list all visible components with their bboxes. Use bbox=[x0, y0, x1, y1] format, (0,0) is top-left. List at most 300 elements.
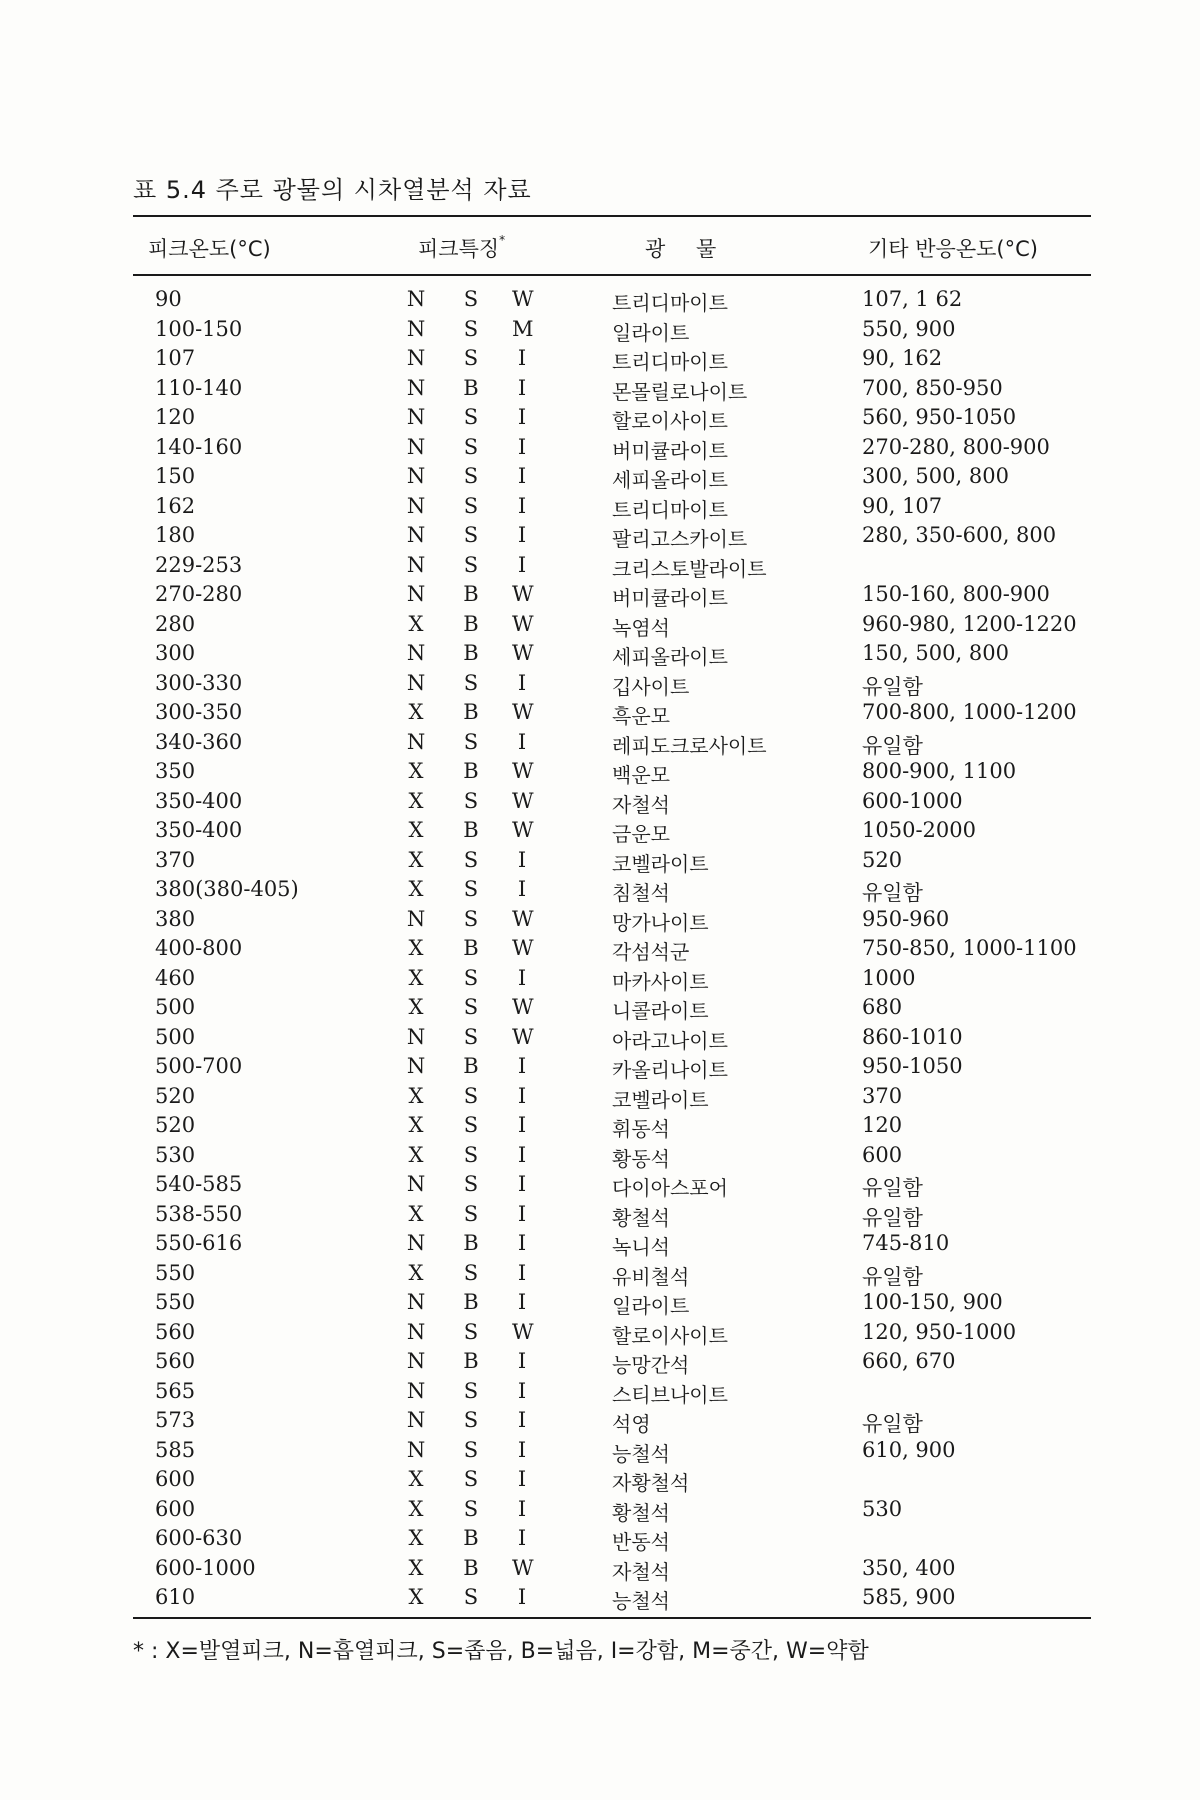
other-temp-cell: 90, 162 bbox=[862, 346, 943, 370]
peak-temp-cell: 140-160 bbox=[155, 434, 243, 459]
other-temp-cell: 150-160, 800-900 bbox=[862, 582, 1050, 606]
table-row bbox=[0, 1231, 1200, 1261]
table-row bbox=[0, 936, 1200, 966]
mineral-cell: 각섬석군 bbox=[612, 940, 690, 964]
mineral-cell: 금운모 bbox=[612, 822, 670, 846]
table-row bbox=[0, 553, 1200, 583]
peak-temp-cell: 600-630 bbox=[155, 1526, 243, 1550]
other-temp-cell: 520 bbox=[862, 847, 903, 872]
peak-strength-cell: I bbox=[517, 1083, 527, 1108]
peak-width-cell: B bbox=[463, 1349, 479, 1373]
peak-type-cell: X bbox=[408, 1113, 424, 1137]
peak-type-cell: N bbox=[406, 552, 426, 577]
other-temp-cell: 유일함 bbox=[862, 1176, 923, 1200]
mineral-cell: 트리디마이트 bbox=[612, 497, 728, 522]
peak-temp-cell: 520 bbox=[155, 1083, 196, 1108]
peak-strength-cell: I bbox=[517, 1496, 527, 1521]
peak-type-cell: N bbox=[406, 582, 426, 606]
table-row bbox=[0, 494, 1200, 524]
peak-width-cell: S bbox=[463, 1496, 479, 1521]
peak-temp-cell: 400-800 bbox=[155, 936, 243, 960]
peak-type-cell: N bbox=[406, 1319, 426, 1344]
mineral-cell: 황동석 bbox=[612, 1146, 670, 1171]
other-temp-cell: 150, 500, 800 bbox=[862, 641, 1009, 665]
peak-strength-cell: I bbox=[517, 523, 527, 547]
peak-temp-cell: 460 bbox=[155, 965, 196, 990]
peak-strength-cell: I bbox=[517, 1054, 527, 1078]
mineral-cell: 카올리나이트 bbox=[612, 1058, 728, 1082]
peak-temp-cell: 350 bbox=[155, 759, 196, 783]
mineral-cell: 팔리고스카이트 bbox=[612, 527, 748, 551]
peak-temp-cell: 573 bbox=[155, 1408, 196, 1432]
peak-width-cell: S bbox=[463, 670, 479, 695]
peak-strength-cell: W bbox=[512, 1319, 534, 1344]
peak-type-cell: X bbox=[408, 1526, 424, 1550]
header-peak-temp: 피크온도(°C) bbox=[148, 237, 271, 261]
peak-width-cell: S bbox=[463, 1113, 479, 1137]
peak-temp-cell: 550-616 bbox=[155, 1231, 243, 1255]
table-row bbox=[0, 1172, 1200, 1202]
peak-width-cell: S bbox=[463, 434, 479, 459]
peak-strength-cell: W bbox=[512, 700, 534, 724]
peak-type-cell: N bbox=[406, 287, 426, 311]
mineral-cell: 마카사이트 bbox=[612, 969, 709, 994]
peak-temp-cell: 560 bbox=[155, 1319, 196, 1344]
peak-width-cell: B bbox=[463, 1231, 479, 1255]
peak-type-cell: N bbox=[406, 670, 426, 695]
peak-strength-cell: W bbox=[512, 611, 534, 636]
peak-type-cell: N bbox=[406, 464, 426, 488]
peak-strength-cell: I bbox=[517, 877, 527, 901]
other-temp-cell: 90, 107 bbox=[862, 493, 943, 518]
peak-type-cell: N bbox=[406, 1408, 426, 1432]
other-temp-cell: 530 bbox=[862, 1496, 903, 1521]
peak-width-cell: S bbox=[463, 1437, 479, 1462]
peak-temp-cell: 550 bbox=[155, 1290, 196, 1314]
table-row bbox=[0, 1025, 1200, 1055]
peak-type-cell: N bbox=[406, 1054, 426, 1078]
peak-width-cell: S bbox=[463, 1260, 479, 1285]
peak-type-cell: X bbox=[408, 759, 424, 783]
peak-type-cell: X bbox=[408, 936, 424, 960]
peak-temp-cell: 380(380-405) bbox=[155, 877, 299, 901]
table-row bbox=[0, 405, 1200, 435]
peak-type-cell: X bbox=[408, 1201, 424, 1226]
mineral-cell: 코벨라이트 bbox=[612, 1087, 709, 1112]
peak-width-cell: B bbox=[463, 700, 479, 724]
peak-strength-cell: I bbox=[517, 1201, 527, 1226]
table-row bbox=[0, 1467, 1200, 1497]
mineral-cell: 깁사이트 bbox=[612, 674, 690, 699]
peak-type-cell: X bbox=[408, 1467, 424, 1491]
footnote: * : X=발열피크, N=흡열피크, S=좁음, B=넓음, I=강함, M=중간, W=약함 bbox=[133, 1639, 869, 1664]
peak-type-cell: N bbox=[406, 1290, 426, 1314]
peak-temp-cell: 280 bbox=[155, 611, 196, 636]
peak-temp-cell: 540-585 bbox=[155, 1172, 243, 1196]
peak-temp-cell: 120 bbox=[155, 405, 196, 429]
peak-type-cell: N bbox=[406, 729, 426, 754]
peak-strength-cell: I bbox=[517, 405, 527, 429]
peak-temp-cell: 560 bbox=[155, 1349, 196, 1373]
other-temp-cell: 950-960 bbox=[862, 906, 950, 931]
peak-width-cell: B bbox=[463, 818, 479, 842]
peak-type-cell: X bbox=[408, 965, 424, 990]
other-temp-cell: 280, 350-600, 800 bbox=[862, 523, 1057, 547]
peak-temp-cell: 150 bbox=[155, 464, 196, 488]
other-temp-cell: 유일함 bbox=[862, 1205, 923, 1230]
mineral-cell: 다이아스포어 bbox=[612, 1176, 728, 1200]
header-peak-char-label: 피크특징 bbox=[418, 237, 500, 261]
peak-type-cell: N bbox=[406, 434, 426, 459]
peak-strength-cell: I bbox=[517, 493, 527, 518]
peak-type-cell: X bbox=[408, 818, 424, 842]
table-row bbox=[0, 1438, 1200, 1468]
peak-width-cell: B bbox=[463, 375, 479, 400]
peak-type-cell: N bbox=[406, 405, 426, 429]
other-temp-cell: 680 bbox=[862, 995, 903, 1019]
other-temp-cell: 600-1000 bbox=[862, 788, 963, 813]
peak-type-cell: X bbox=[408, 847, 424, 872]
mineral-cell: 스티브나이트 bbox=[612, 1382, 728, 1407]
table-row bbox=[0, 877, 1200, 907]
table-row bbox=[0, 1320, 1200, 1350]
peak-width-cell: S bbox=[463, 877, 479, 901]
peak-width-cell: B bbox=[463, 1526, 479, 1550]
mineral-cell: 유비철석 bbox=[612, 1264, 690, 1289]
peak-strength-cell: I bbox=[517, 847, 527, 872]
peak-width-cell: S bbox=[463, 523, 479, 547]
mineral-cell: 백운모 bbox=[612, 763, 670, 787]
mineral-cell: 트리디마이트 bbox=[612, 291, 728, 315]
peak-width-cell: B bbox=[463, 582, 479, 606]
peak-width-cell: S bbox=[463, 1201, 479, 1226]
other-temp-cell: 560, 950-1050 bbox=[862, 405, 1017, 429]
other-temp-cell: 610, 900 bbox=[862, 1437, 956, 1462]
peak-strength-cell: I bbox=[517, 1437, 527, 1462]
mineral-cell: 녹니석 bbox=[612, 1235, 670, 1259]
peak-temp-cell: 300 bbox=[155, 641, 196, 665]
peak-width-cell: S bbox=[463, 405, 479, 429]
table-row bbox=[0, 435, 1200, 465]
mineral-cell: 일라이트 bbox=[612, 1294, 690, 1318]
peak-type-cell: N bbox=[406, 1024, 426, 1049]
table-row bbox=[0, 1290, 1200, 1320]
table-row bbox=[0, 1556, 1200, 1586]
other-temp-cell: 120 bbox=[862, 1113, 903, 1137]
peak-strength-cell: I bbox=[517, 670, 527, 695]
table-row bbox=[0, 582, 1200, 612]
table-row bbox=[0, 700, 1200, 730]
peak-width-cell: S bbox=[463, 965, 479, 990]
peak-temp-cell: 500 bbox=[155, 1024, 196, 1049]
peak-strength-cell: W bbox=[512, 582, 534, 606]
mineral-cell: 침철석 bbox=[612, 881, 670, 905]
peak-type-cell: X bbox=[408, 995, 424, 1019]
peak-temp-cell: 538-550 bbox=[155, 1201, 243, 1226]
table-row bbox=[0, 789, 1200, 819]
table-row bbox=[0, 1202, 1200, 1232]
mineral-cell: 망가나이트 bbox=[612, 910, 709, 935]
other-temp-cell: 120, 950-1000 bbox=[862, 1319, 1017, 1344]
other-temp-cell: 660, 670 bbox=[862, 1349, 956, 1373]
peak-width-cell: S bbox=[463, 287, 479, 311]
other-temp-cell: 960-980, 1200-1220 bbox=[862, 611, 1077, 636]
table-row bbox=[0, 317, 1200, 347]
other-temp-cell: 유일함 bbox=[862, 1264, 923, 1289]
peak-type-cell: N bbox=[406, 316, 426, 341]
table-row bbox=[0, 730, 1200, 760]
peak-type-cell: X bbox=[408, 1585, 424, 1609]
peak-temp-cell: 350-400 bbox=[155, 788, 243, 813]
peak-strength-cell: I bbox=[517, 1113, 527, 1137]
peak-strength-cell: I bbox=[517, 552, 527, 577]
header-peak-char bbox=[418, 233, 505, 263]
peak-width-cell: S bbox=[463, 1467, 479, 1491]
peak-temp-cell: 162 bbox=[155, 493, 196, 518]
table-row bbox=[0, 1113, 1200, 1143]
table-row bbox=[0, 1261, 1200, 1291]
header-rule bbox=[133, 274, 1091, 276]
peak-strength-cell: I bbox=[517, 464, 527, 488]
peak-temp-cell: 520 bbox=[155, 1113, 196, 1137]
peak-width-cell: S bbox=[463, 493, 479, 518]
other-temp-cell: 107, 1 62 bbox=[862, 287, 963, 311]
peak-strength-cell: W bbox=[512, 641, 534, 665]
other-temp-cell: 800-900, 1100 bbox=[862, 759, 1017, 783]
peak-temp-cell: 565 bbox=[155, 1378, 196, 1403]
peak-temp-cell: 380 bbox=[155, 906, 196, 931]
peak-strength-cell: I bbox=[517, 1408, 527, 1432]
peak-width-cell: B bbox=[463, 759, 479, 783]
peak-width-cell: S bbox=[463, 346, 479, 370]
other-temp-cell: 750-850, 1000-1100 bbox=[862, 936, 1077, 960]
bottom-rule bbox=[133, 1617, 1091, 1619]
peak-width-cell: S bbox=[463, 1408, 479, 1432]
peak-temp-cell: 370 bbox=[155, 847, 196, 872]
peak-strength-cell: I bbox=[517, 346, 527, 370]
peak-temp-cell: 600-1000 bbox=[155, 1555, 256, 1580]
peak-temp-cell: 600 bbox=[155, 1467, 196, 1491]
header-other-temp: 기타 반응온도(°C) bbox=[868, 237, 1038, 261]
peak-width-cell: S bbox=[463, 1083, 479, 1108]
other-temp-cell: 유일함 bbox=[862, 674, 923, 699]
peak-strength-cell: I bbox=[517, 1349, 527, 1373]
other-temp-cell: 270-280, 800-900 bbox=[862, 434, 1050, 459]
table-row bbox=[0, 818, 1200, 848]
peak-type-cell: X bbox=[408, 1555, 424, 1580]
mineral-cell: 자황철석 bbox=[612, 1471, 690, 1495]
table-row bbox=[0, 287, 1200, 317]
peak-temp-cell: 500 bbox=[155, 995, 196, 1019]
peak-type-cell: N bbox=[406, 1349, 426, 1373]
table-row bbox=[0, 1526, 1200, 1556]
peak-temp-cell: 100-150 bbox=[155, 316, 243, 341]
peak-width-cell: S bbox=[463, 1585, 479, 1609]
peak-strength-cell: I bbox=[517, 375, 527, 400]
other-temp-cell: 유일함 bbox=[862, 733, 923, 758]
mineral-cell: 아라고나이트 bbox=[612, 1028, 728, 1053]
mineral-cell: 반동석 bbox=[612, 1530, 670, 1554]
table-row bbox=[0, 1054, 1200, 1084]
peak-width-cell: S bbox=[463, 552, 479, 577]
peak-width-cell: B bbox=[463, 611, 479, 636]
peak-type-cell: N bbox=[406, 375, 426, 400]
table-row bbox=[0, 759, 1200, 789]
peak-strength-cell: W bbox=[512, 287, 534, 311]
mineral-cell: 흑운모 bbox=[612, 704, 670, 728]
mineral-cell: 능망간석 bbox=[612, 1353, 690, 1377]
table-row bbox=[0, 346, 1200, 376]
peak-temp-cell: 500-700 bbox=[155, 1054, 243, 1078]
peak-strength-cell: I bbox=[517, 1142, 527, 1167]
peak-strength-cell: M bbox=[512, 316, 534, 341]
peak-temp-cell: 180 bbox=[155, 523, 196, 547]
peak-temp-cell: 610 bbox=[155, 1585, 196, 1609]
peak-type-cell: N bbox=[406, 1231, 426, 1255]
footnote-mark: * bbox=[499, 233, 506, 247]
peak-temp-cell: 229-253 bbox=[155, 552, 243, 577]
other-temp-cell: 100-150, 900 bbox=[862, 1290, 1003, 1314]
peak-type-cell: X bbox=[408, 1496, 424, 1521]
peak-type-cell: N bbox=[406, 906, 426, 931]
peak-type-cell: X bbox=[408, 1260, 424, 1285]
peak-strength-cell: I bbox=[517, 1172, 527, 1196]
peak-temp-cell: 340-360 bbox=[155, 729, 243, 754]
mineral-cell: 석영 bbox=[612, 1412, 651, 1436]
mineral-cell: 크리스토발라이트 bbox=[612, 556, 767, 581]
other-temp-cell: 1050-2000 bbox=[862, 818, 976, 842]
peak-width-cell: B bbox=[463, 1555, 479, 1580]
other-temp-cell: 300, 500, 800 bbox=[862, 464, 1009, 488]
peak-strength-cell: I bbox=[517, 729, 527, 754]
mineral-cell: 버미큘라이트 bbox=[612, 438, 728, 463]
peak-strength-cell: I bbox=[517, 1378, 527, 1403]
peak-type-cell: N bbox=[406, 523, 426, 547]
mineral-cell: 자철석 bbox=[612, 1559, 670, 1584]
peak-temp-cell: 585 bbox=[155, 1437, 196, 1462]
peak-strength-cell: I bbox=[517, 1231, 527, 1255]
mineral-cell: 황철석 bbox=[612, 1205, 670, 1230]
peak-strength-cell: I bbox=[517, 1467, 527, 1491]
peak-strength-cell: I bbox=[517, 965, 527, 990]
table-row bbox=[0, 1497, 1200, 1527]
mineral-cell: 할로이사이트 bbox=[612, 1323, 728, 1348]
peak-strength-cell: I bbox=[517, 1526, 527, 1550]
mineral-cell: 황철석 bbox=[612, 1500, 670, 1525]
peak-strength-cell: I bbox=[517, 1585, 527, 1609]
mineral-cell: 트리디마이트 bbox=[612, 350, 728, 374]
top-rule bbox=[133, 215, 1091, 217]
peak-type-cell: X bbox=[408, 788, 424, 813]
table-row bbox=[0, 464, 1200, 494]
peak-type-cell: X bbox=[408, 1142, 424, 1167]
table-row bbox=[0, 1143, 1200, 1173]
mineral-cell: 능철석 bbox=[612, 1441, 670, 1466]
other-temp-cell: 370 bbox=[862, 1083, 903, 1108]
table-row bbox=[0, 376, 1200, 406]
peak-width-cell: S bbox=[463, 1172, 479, 1196]
peak-type-cell: N bbox=[406, 346, 426, 370]
peak-temp-cell: 600 bbox=[155, 1496, 196, 1521]
peak-type-cell: N bbox=[406, 641, 426, 665]
peak-width-cell: S bbox=[463, 788, 479, 813]
peak-width-cell: S bbox=[463, 1142, 479, 1167]
peak-width-cell: B bbox=[463, 641, 479, 665]
table-row bbox=[0, 671, 1200, 701]
table-caption: 표 5.4 주로 광물의 시차열분석 자료 bbox=[133, 176, 532, 204]
peak-temp-cell: 110-140 bbox=[155, 375, 243, 400]
mineral-cell: 몬몰릴로나이트 bbox=[612, 379, 748, 404]
peak-strength-cell: I bbox=[517, 1260, 527, 1285]
mineral-cell: 레피도크로사이트 bbox=[612, 733, 767, 758]
peak-width-cell: B bbox=[463, 1290, 479, 1314]
mineral-cell: 버미큘라이트 bbox=[612, 586, 728, 610]
mineral-cell: 코벨라이트 bbox=[612, 851, 709, 876]
peak-width-cell: S bbox=[463, 464, 479, 488]
peak-type-cell: N bbox=[406, 1378, 426, 1403]
other-temp-cell: 745-810 bbox=[862, 1231, 950, 1255]
peak-width-cell: S bbox=[463, 729, 479, 754]
peak-strength-cell: W bbox=[512, 818, 534, 842]
peak-temp-cell: 90 bbox=[155, 287, 182, 311]
table-row bbox=[0, 1585, 1200, 1615]
peak-width-cell: S bbox=[463, 1378, 479, 1403]
mineral-cell: 자철석 bbox=[612, 792, 670, 817]
peak-width-cell: S bbox=[463, 906, 479, 931]
mineral-cell: 할로이사이트 bbox=[612, 409, 728, 433]
other-temp-cell: 585, 900 bbox=[862, 1585, 956, 1609]
other-temp-cell: 700, 850-950 bbox=[862, 375, 1003, 400]
mineral-cell: 능철석 bbox=[612, 1589, 670, 1613]
peak-type-cell: N bbox=[406, 493, 426, 518]
mineral-cell: 세피올라이트 bbox=[612, 468, 728, 492]
other-temp-cell: 950-1050 bbox=[862, 1054, 963, 1078]
peak-width-cell: S bbox=[463, 316, 479, 341]
mineral-cell: 휘동석 bbox=[612, 1117, 670, 1141]
other-temp-cell: 1000 bbox=[862, 965, 916, 990]
peak-strength-cell: W bbox=[512, 936, 534, 960]
peak-width-cell: S bbox=[463, 1319, 479, 1344]
table-row bbox=[0, 848, 1200, 878]
table-row bbox=[0, 907, 1200, 937]
peak-temp-cell: 530 bbox=[155, 1142, 196, 1167]
peak-width-cell: S bbox=[463, 995, 479, 1019]
table-row bbox=[0, 1379, 1200, 1409]
table-row bbox=[0, 1084, 1200, 1114]
peak-strength-cell: I bbox=[517, 1290, 527, 1314]
peak-temp-cell: 270-280 bbox=[155, 582, 243, 606]
peak-type-cell: N bbox=[406, 1437, 426, 1462]
other-temp-cell: 700-800, 1000-1200 bbox=[862, 700, 1077, 724]
table-row bbox=[0, 523, 1200, 553]
other-temp-cell: 860-1010 bbox=[862, 1024, 963, 1049]
peak-width-cell: S bbox=[463, 1024, 479, 1049]
peak-type-cell: X bbox=[408, 700, 424, 724]
peak-temp-cell: 300-350 bbox=[155, 700, 243, 724]
table-row bbox=[0, 1349, 1200, 1379]
peak-temp-cell: 300-330 bbox=[155, 670, 243, 695]
peak-strength-cell: W bbox=[512, 788, 534, 813]
mineral-cell: 니콜라이트 bbox=[612, 999, 709, 1023]
peak-type-cell: X bbox=[408, 611, 424, 636]
mineral-cell: 일라이트 bbox=[612, 320, 690, 345]
peak-strength-cell: W bbox=[512, 1024, 534, 1049]
peak-temp-cell: 350-400 bbox=[155, 818, 243, 842]
table-row bbox=[0, 995, 1200, 1025]
peak-strength-cell: I bbox=[517, 434, 527, 459]
header-mineral: 광 물 bbox=[645, 237, 729, 261]
peak-type-cell: X bbox=[408, 1083, 424, 1108]
